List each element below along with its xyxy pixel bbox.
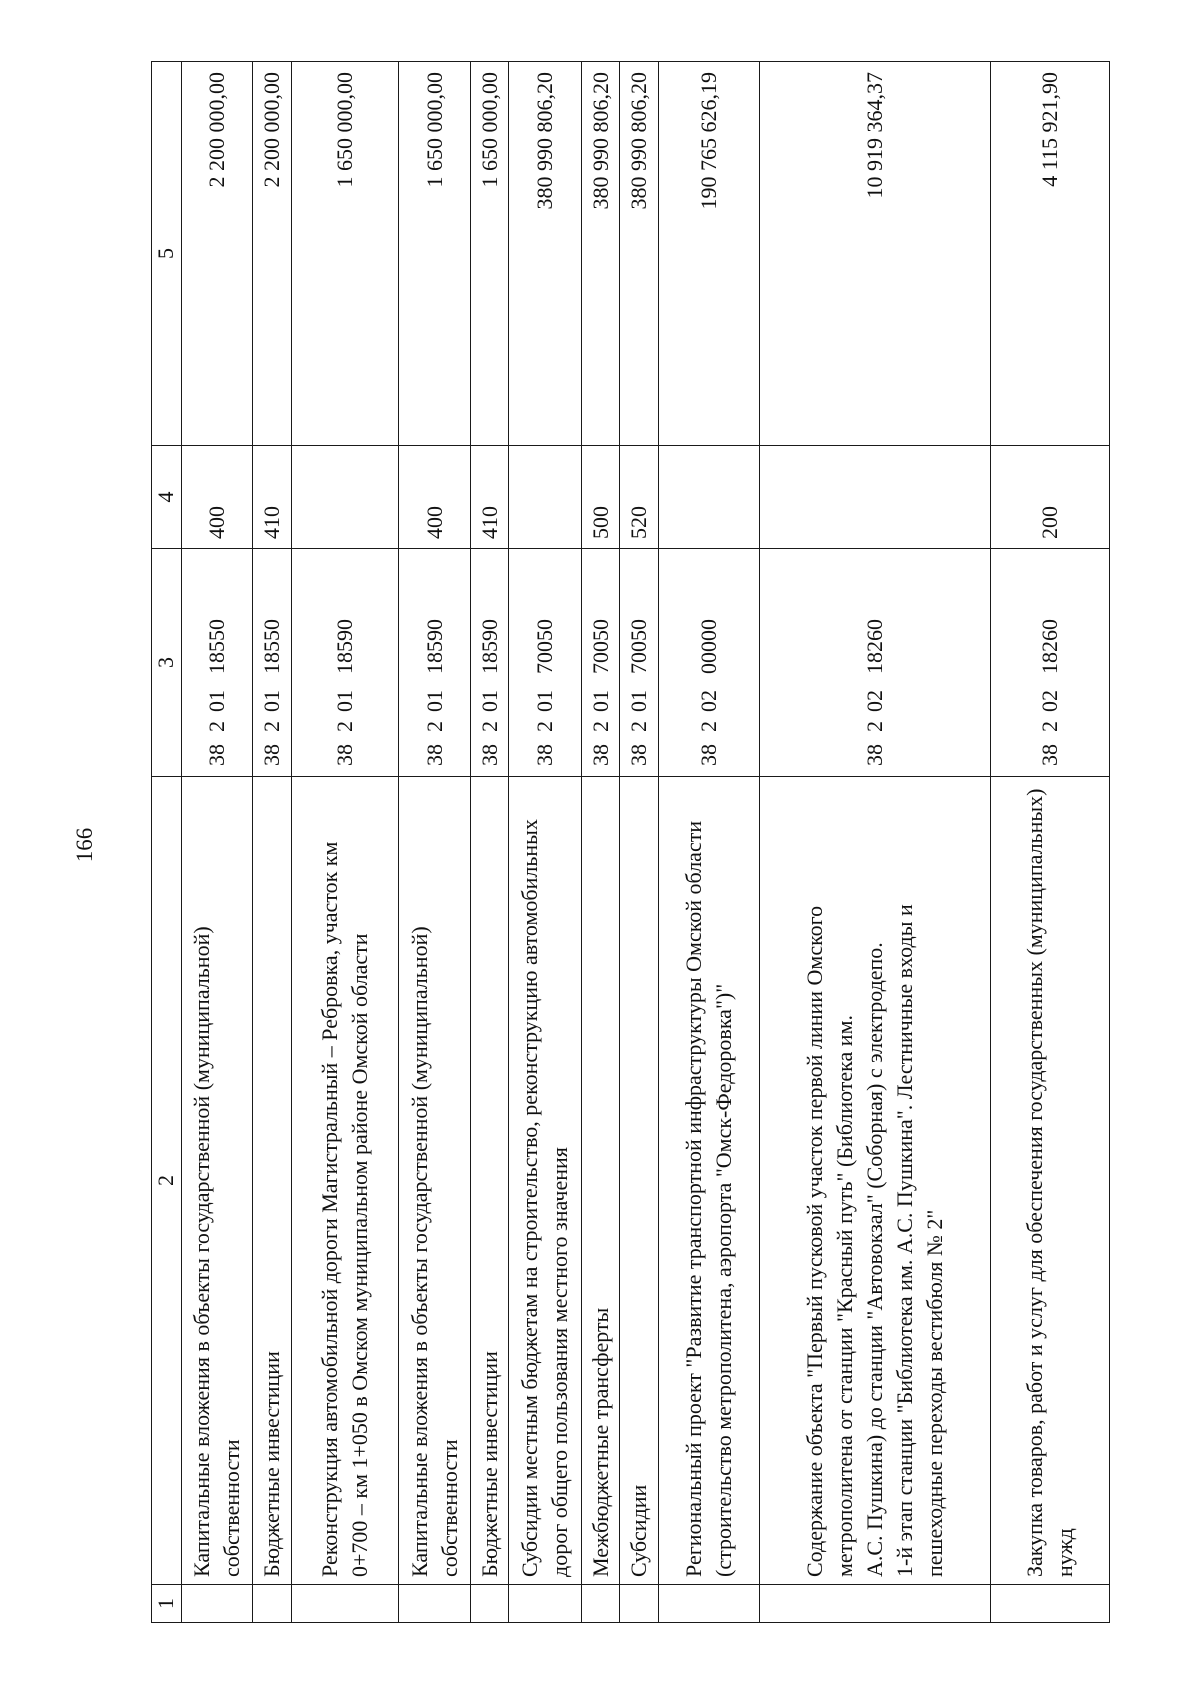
row-type: [291, 446, 399, 549]
row-code: 3820200000: [658, 549, 759, 777]
row-name: Региональный проект "Развитие транспортной инфраструктуры Омской области (строительство метрополитена, аэропорта "Омск-Федоровка")": [658, 777, 759, 1585]
row-name-line: 1-й этап станции "Библиотека им. А.С. Пушкина". Лестничные входы и пешеходные переходы вестибюля № 2": [892, 904, 948, 1577]
row-amount: 2 200 000,00: [253, 62, 291, 446]
row-amount: 1 650 000,00: [470, 62, 508, 446]
table-row: [658, 62, 759, 1623]
row-number-cell: [991, 1585, 1110, 1623]
row-number-cell: [581, 1585, 619, 1623]
table-row: [509, 62, 582, 1623]
row-number-cell: [509, 1585, 582, 1623]
row-name: Субсидии: [620, 777, 658, 1585]
row-name-line: А.С. Пушкина) до станции "Автовокзал" (Соборная) с электродепо.: [862, 942, 888, 1577]
row-name: Бюджетные инвестиции: [253, 777, 291, 1585]
table-row: [291, 62, 399, 1623]
row-amount: 1 650 000,00: [399, 62, 470, 446]
row-amount: 380 990 806,20: [620, 62, 658, 446]
column-header-4: 4: [152, 446, 182, 549]
row-number-cell: [658, 1585, 759, 1623]
table-row: [760, 62, 991, 1623]
row-name: Закупка товаров, работ и услуг для обеспечения государственных (муниципальных) нужд: [991, 777, 1110, 1585]
row-name: Субсидии местным бюджетам на строительство, реконструкцию автомобильных дорог общего пользования местного значения: [509, 777, 582, 1585]
row-name: Бюджетные инвестиции: [470, 777, 508, 1585]
table-row: [991, 62, 1110, 1623]
row-amount: 380 990 806,20: [509, 62, 582, 446]
page-number: 166: [72, 827, 97, 863]
column-header-5: 5: [152, 62, 182, 446]
row-amount: 1 650 000,00: [291, 62, 399, 446]
column-header-1: 1: [152, 1585, 182, 1623]
row-type: 410: [253, 446, 291, 549]
header-row: [152, 62, 182, 1623]
row-number-cell: [470, 1585, 508, 1623]
row-name: [760, 777, 991, 1585]
row-number-cell: [760, 1585, 991, 1623]
row-name: Межбюджетные трансферты: [581, 777, 619, 1585]
table-row: [181, 62, 252, 1623]
row-number-cell: [620, 1585, 658, 1623]
row-type: 410: [470, 446, 508, 549]
row-number-cell: [399, 1585, 470, 1623]
row-amount: 10 919 364,37: [760, 62, 991, 446]
row-amount: 4 115 921,90: [991, 62, 1110, 446]
row-name: Реконструкция автомобильной дороги Магистральный – Ребровка, участок км 0+700 – км 1+050 в Омском муниципальном районе Омской области: [291, 777, 399, 1585]
row-amount: 190 765 626,19: [658, 62, 759, 446]
row-name-line: Содержание объекта "Первый пусковой участок первой линии Омского метрополитена от станции "Красный путь" (Библиотека им.: [802, 905, 858, 1577]
column-header-3: 3: [152, 549, 182, 777]
row-number-cell: [291, 1585, 399, 1623]
row-code: 3820170050: [509, 549, 582, 777]
row-number-cell: [181, 1585, 252, 1623]
row-type: 200: [991, 446, 1110, 549]
table-row: [620, 62, 658, 1623]
row-amount: 380 990 806,20: [581, 62, 619, 446]
row-code: 3820170050: [581, 549, 619, 777]
row-name: Капитальные вложения в объекты государственной (муниципальной) собственности: [181, 777, 252, 1585]
table-row: [399, 62, 470, 1623]
table-row: [470, 62, 508, 1623]
row-code: 3820118550: [253, 549, 291, 777]
row-code: 3820118590: [399, 549, 470, 777]
row-code: 3820170050: [620, 549, 658, 777]
row-type: 520: [620, 446, 658, 549]
row-number-cell: [253, 1585, 291, 1623]
row-type: [658, 446, 759, 549]
row-code: 3820118550: [181, 549, 252, 777]
budget-table-container: [151, 62, 1110, 1623]
row-type: 400: [399, 446, 470, 549]
row-type: [760, 446, 991, 549]
row-name: Капитальные вложения в объекты государственной (муниципальной) собственности: [399, 777, 470, 1585]
row-type: 400: [181, 446, 252, 549]
budget-table: [151, 61, 1110, 1623]
table-row: [253, 62, 291, 1623]
table-row: [581, 62, 619, 1623]
row-code: 3820218260: [760, 549, 991, 777]
row-type: 500: [581, 446, 619, 549]
column-header-2: 2: [152, 777, 182, 1585]
row-type: [509, 446, 582, 549]
row-amount: 2 200 000,00: [181, 62, 252, 446]
row-code: 3820118590: [470, 549, 508, 777]
row-code: 3820118590: [291, 549, 399, 777]
row-code: 3820218260: [991, 549, 1110, 777]
